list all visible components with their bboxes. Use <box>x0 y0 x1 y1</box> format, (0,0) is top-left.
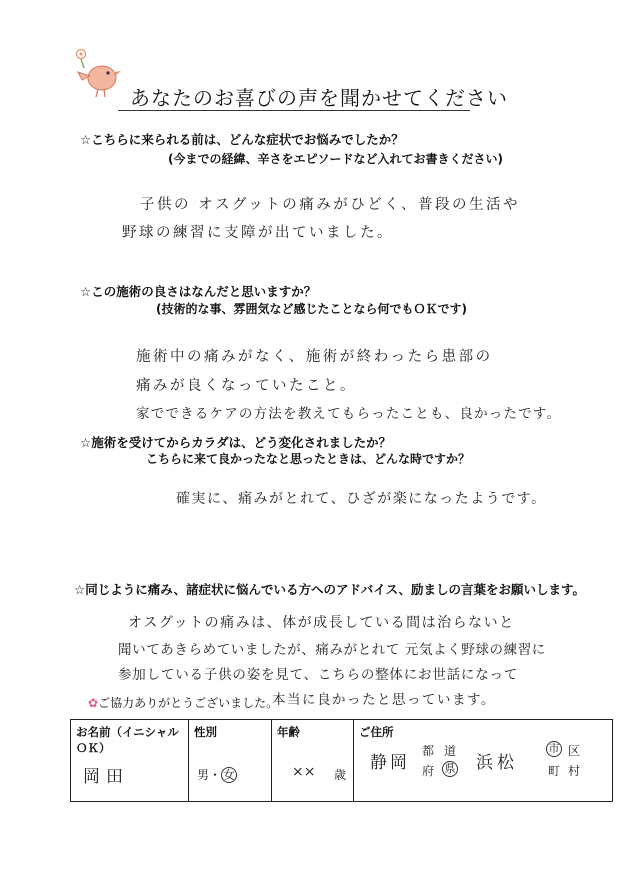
city-value: 浜松 <box>476 753 518 773</box>
answer-4-line-2: 聞いてあきらめていましたが、痛みがとれて 元気よく野球の練習に <box>118 642 546 658</box>
gender-options: 男・ 女 <box>197 768 236 782</box>
name-label: お名前（イニシャルＯＫ） <box>76 725 179 755</box>
pref-type-fu: 府 <box>422 764 435 778</box>
age-value: ×× <box>292 764 316 780</box>
prefecture-value: 静岡 <box>370 753 410 773</box>
gender-cell <box>189 720 272 802</box>
answer-4-line-3: 参加している子供の姿を見て、こちらの整体にお世話になって <box>118 667 519 683</box>
question-3-subtext: こちらに来て良かったなと思ったときは、どんな時ですか？ <box>146 452 471 466</box>
city-type-mura: 村 <box>568 764 581 778</box>
answer-1-line-2: 野球の練習に支障が出ていました。 <box>122 225 394 241</box>
pref-type-ken-selected: 県 <box>442 761 458 777</box>
question-2-heading: ☆この施術の良さはなんだと思いますか？ <box>80 284 317 299</box>
address-label: ご住所 <box>359 725 394 739</box>
city-type-ku: 区 <box>568 744 581 758</box>
answer-2-line-3: 家でできるケアの方法を教えてもらったことも、良かったです。 <box>136 406 562 422</box>
name-cell <box>71 720 189 802</box>
flower-icon: ✿ <box>88 696 99 710</box>
gender-female-selected: 女 <box>223 768 236 782</box>
question-4-heading: ☆同じように痛み、諸症状に悩んでいる方へのアドバイス、励ましの言葉をお願いします。 <box>74 582 585 597</box>
question-1-subtext: (今までの経緯、辛さをエピソードなど入れてお書きください) <box>168 152 503 166</box>
page-title: あなたのお喜びの声を聞かせてください <box>130 86 508 110</box>
answer-4-line-4: 本当に良かったと思っています。 <box>272 692 496 708</box>
question-2-subtext: (技術的な事、雰囲気など感じたことなら何でもＯＫです) <box>156 302 467 316</box>
age-unit: 歳 <box>334 768 347 782</box>
address-cell <box>354 720 613 802</box>
bird-illustration <box>68 42 130 104</box>
city-type-machi: 町 <box>548 764 561 778</box>
gender-male: 男 <box>197 768 210 782</box>
age-cell <box>272 720 354 802</box>
question-1-heading: ☆こちらに来られる前は、どんな症状でお悩みでしたか？ <box>80 132 404 147</box>
answer-3-line-1: 確実に、痛みがとれて、ひざが楽になったようです。 <box>176 491 547 507</box>
city-type-shi-selected: 市 <box>546 741 562 757</box>
age-label: 年齢 <box>277 725 300 739</box>
thanks-message: ✿ご協力ありがとうございました。 <box>88 696 279 710</box>
gender-label: 性別 <box>194 725 217 739</box>
customer-info-table <box>70 719 613 802</box>
pref-type-to: 都 <box>422 744 435 758</box>
answer-2-line-1: 施術中の痛みがなく、施術が終わったら患部の <box>136 349 493 365</box>
answer-4-line-1: オスグットの痛みは、体が成長している間は治らないと <box>128 615 515 631</box>
pref-type-do: 道 <box>444 744 457 758</box>
question-3-heading: ☆施術を受けてからカラダは、どう変化されましたか？ <box>80 435 392 450</box>
title-underline <box>118 110 470 111</box>
answer-1-line-1: 子供の オスグットの痛みがひどく、普段の生活や <box>140 197 520 213</box>
name-value: 岡田 <box>83 767 129 787</box>
answer-2-line-2: 痛みが良くなっていたこと。 <box>136 378 357 394</box>
